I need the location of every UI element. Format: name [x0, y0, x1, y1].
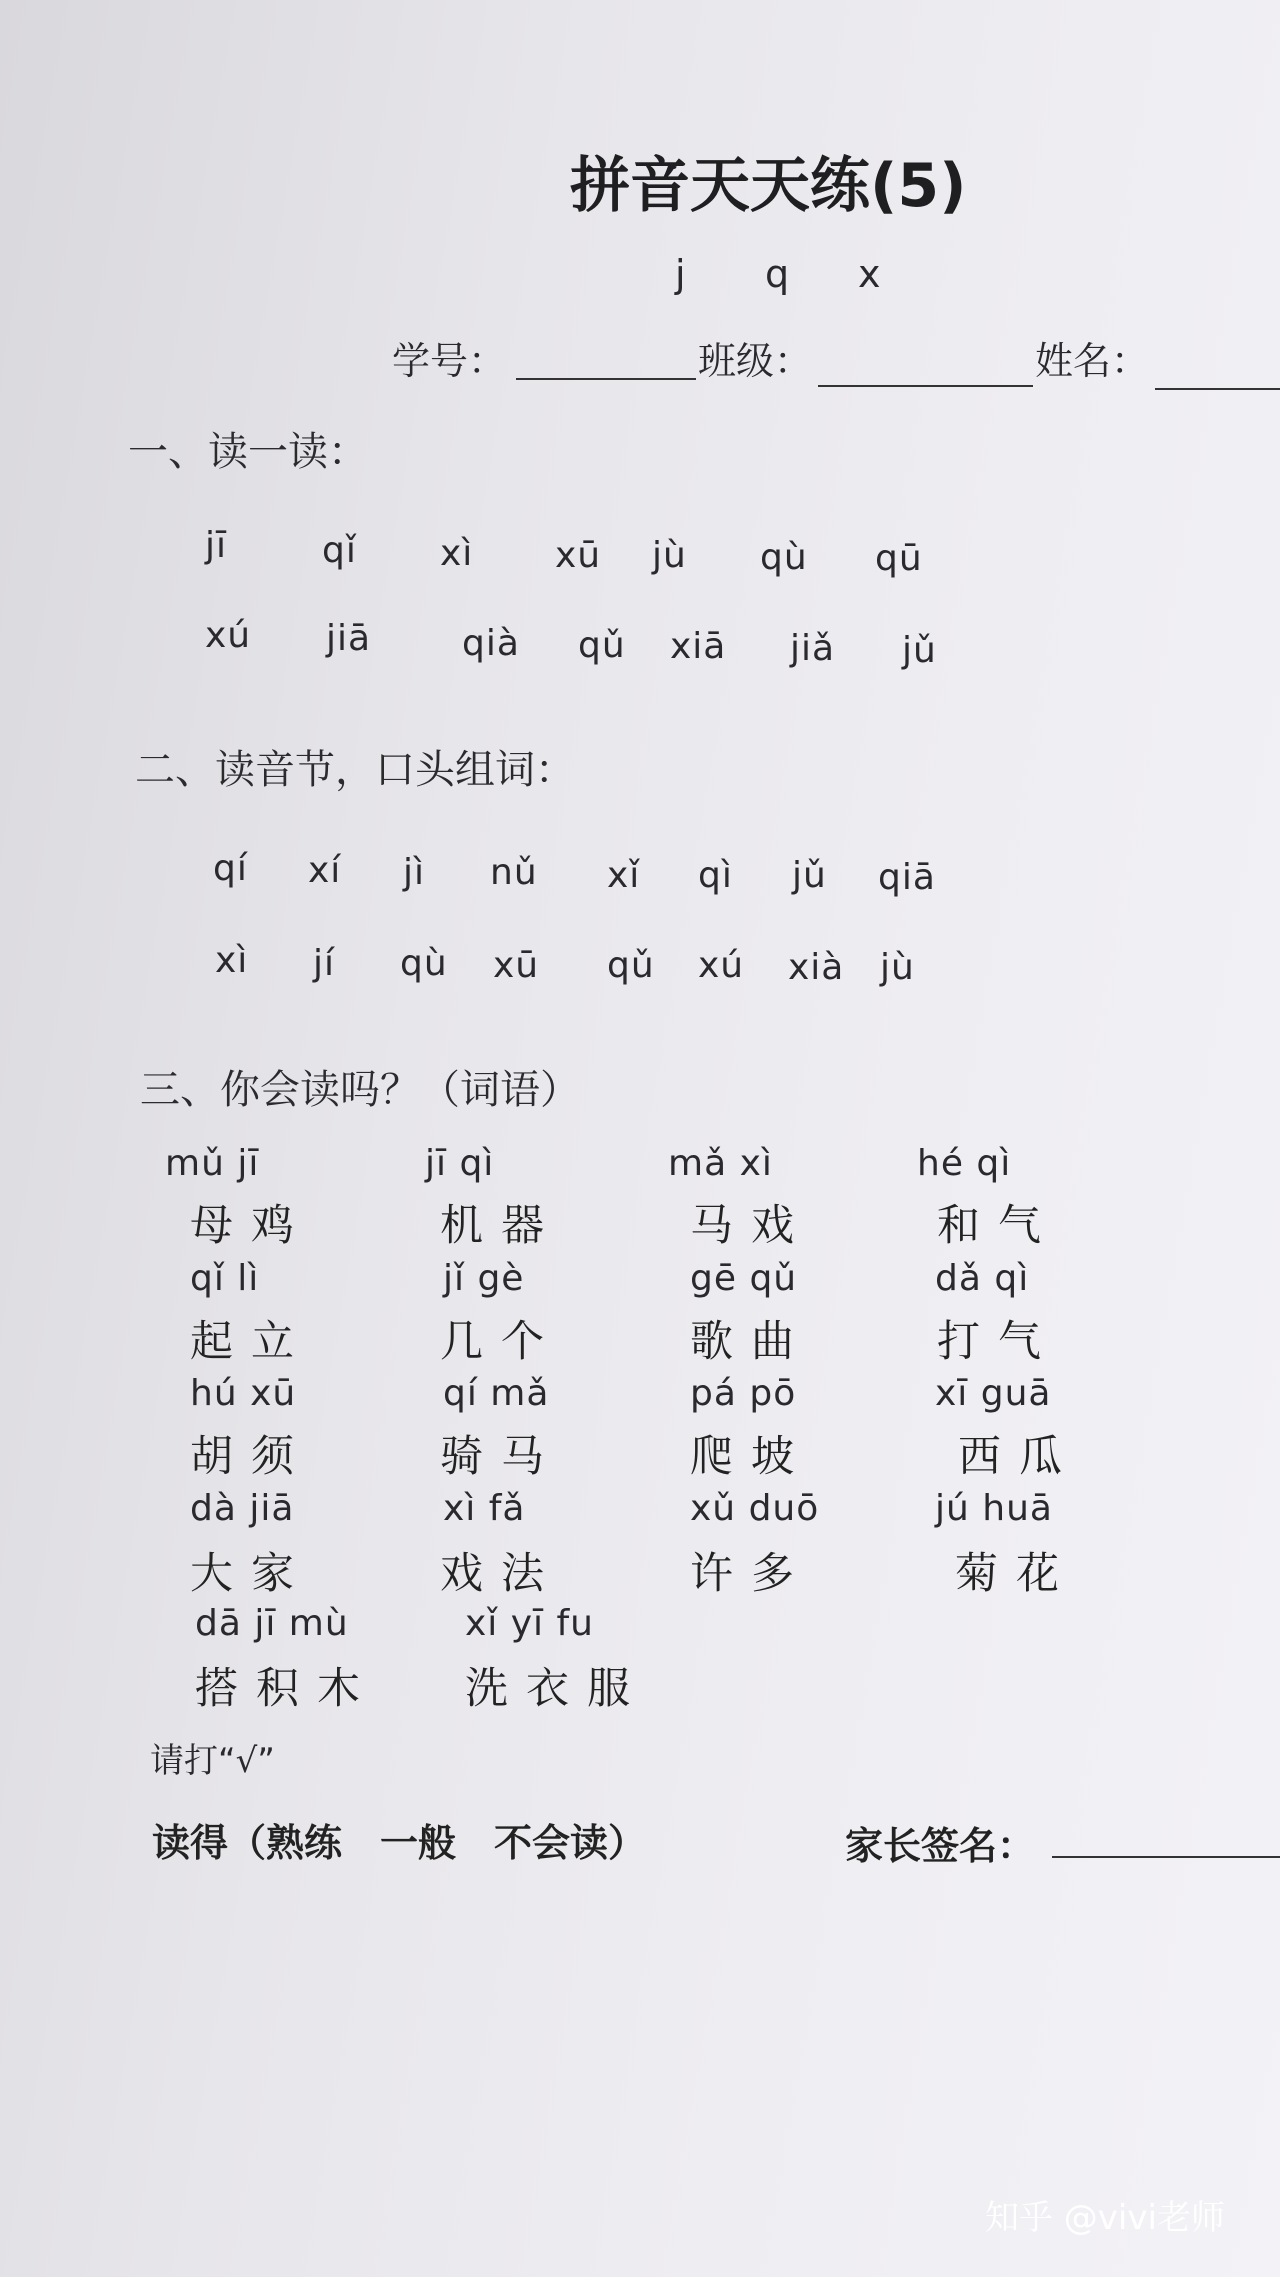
- section-2-syllable: jí: [313, 943, 336, 984]
- section-3-heading: 三、你会读吗？（词语）: [140, 1067, 580, 1113]
- word-pinyin: qǐ lì: [190, 1258, 260, 1299]
- section-2-syllable: nǔ: [490, 852, 538, 893]
- word-hanzi: 歌曲: [690, 1317, 812, 1367]
- word-pinyin: hú xū: [190, 1373, 297, 1414]
- word-pinyin: jī qì: [425, 1143, 495, 1184]
- word-pinyin: dā jī mù: [195, 1603, 349, 1644]
- word-hanzi: 大家: [190, 1549, 312, 1599]
- letter-x: x: [858, 252, 881, 296]
- section-2-syllable: qiā: [878, 857, 936, 898]
- parent-signature-label: 家长签名：: [845, 1824, 1036, 1868]
- section-2-syllable: xì: [215, 940, 249, 981]
- word-pinyin: pá pō: [690, 1373, 797, 1414]
- word-hanzi: 菊花: [955, 1549, 1077, 1599]
- word-pinyin: xī guā: [935, 1373, 1052, 1414]
- word-hanzi: 许多: [690, 1549, 812, 1599]
- word-pinyin: mǎ xì: [668, 1143, 773, 1184]
- name-blank: [1155, 388, 1280, 390]
- section-1-syllable: jù: [652, 535, 687, 576]
- section-2-syllable: qǔ: [607, 945, 655, 986]
- word-hanzi: 几个: [440, 1317, 562, 1367]
- letter-j: j: [675, 252, 686, 296]
- word-hanzi: 机器: [440, 1201, 562, 1251]
- word-pinyin: jǐ gè: [443, 1258, 525, 1299]
- section-1-syllable: qù: [760, 537, 808, 578]
- word-pinyin: xǔ duō: [690, 1488, 820, 1529]
- class-label: 班级：: [698, 339, 813, 383]
- watermark: 知乎 @vivi老师: [985, 2198, 1225, 2238]
- word-hanzi: 洗衣服: [465, 1664, 648, 1714]
- word-hanzi: 母鸡: [190, 1201, 312, 1251]
- section-2-syllable: xú: [698, 945, 745, 986]
- reading-level: 读得（熟练 一般 不会读）: [152, 1821, 647, 1865]
- word-hanzi: 起立: [190, 1317, 312, 1367]
- section-2-syllable: xǐ: [607, 855, 641, 896]
- word-pinyin: jú huā: [935, 1488, 1053, 1529]
- word-pinyin: hé qì: [917, 1143, 1012, 1184]
- word-pinyin: qí mǎ: [443, 1373, 550, 1414]
- tick-instruction: 请打“√”: [150, 1741, 275, 1781]
- section-1-syllable: jiǎ: [790, 628, 836, 669]
- word-hanzi: 骑马: [440, 1432, 562, 1482]
- section-2-syllable: xià: [788, 947, 845, 988]
- section-1-syllable: jiā: [326, 618, 372, 659]
- word-hanzi: 胡须: [190, 1432, 312, 1482]
- word-pinyin: dà jiā: [190, 1488, 295, 1529]
- section-1-syllable: xì: [440, 533, 474, 574]
- word-hanzi: 戏法: [440, 1549, 562, 1599]
- word-pinyin: gē qǔ: [690, 1258, 798, 1299]
- student-id-label: 学号：: [392, 339, 507, 383]
- word-hanzi: 西瓜: [958, 1432, 1080, 1482]
- word-pinyin: dǎ qì: [935, 1258, 1030, 1299]
- section-2-syllable: jǔ: [792, 855, 827, 896]
- letter-q: q: [765, 252, 790, 296]
- section-1-syllable: qǔ: [578, 625, 626, 666]
- section-2-syllable: qù: [400, 943, 448, 984]
- word-pinyin: mǔ jī: [165, 1143, 260, 1184]
- word-hanzi: 马戏: [690, 1201, 812, 1251]
- section-1-syllable: qià: [462, 623, 520, 664]
- word-hanzi: 爬坡: [690, 1432, 812, 1482]
- section-1-syllable: qǐ: [322, 530, 357, 571]
- student-id-blank: [516, 378, 696, 380]
- page-title: 拼音天天练(5): [570, 151, 967, 221]
- section-2-syllable: qì: [698, 855, 733, 896]
- parent-signature-blank: [1052, 1856, 1280, 1858]
- section-1-syllable: xú: [205, 615, 252, 656]
- section-2-syllable: jì: [403, 852, 426, 893]
- word-hanzi: 和气: [937, 1201, 1059, 1251]
- section-1-syllable: jǔ: [902, 630, 937, 671]
- word-pinyin: xì fǎ: [443, 1488, 526, 1529]
- name-label: 姓名：: [1035, 339, 1150, 383]
- section-2-syllable: xū: [493, 945, 540, 986]
- section-2-syllable: qí: [213, 848, 248, 889]
- section-1-syllable: jī: [205, 525, 228, 566]
- word-pinyin: xǐ yī fu: [465, 1603, 594, 1644]
- section-1-syllable: qū: [875, 538, 923, 579]
- word-hanzi: 打气: [937, 1317, 1059, 1367]
- class-blank: [818, 385, 1033, 387]
- word-hanzi: 搭积木: [195, 1664, 378, 1714]
- section-1-heading: 一、读一读：: [128, 429, 368, 475]
- section-1-syllable: xū: [555, 535, 602, 576]
- section-1-syllable: xiā: [670, 626, 727, 667]
- section-2-heading: 二、读音节，口头组词：: [135, 747, 575, 793]
- section-2-syllable: xí: [308, 850, 342, 891]
- section-2-syllable: jù: [880, 947, 915, 988]
